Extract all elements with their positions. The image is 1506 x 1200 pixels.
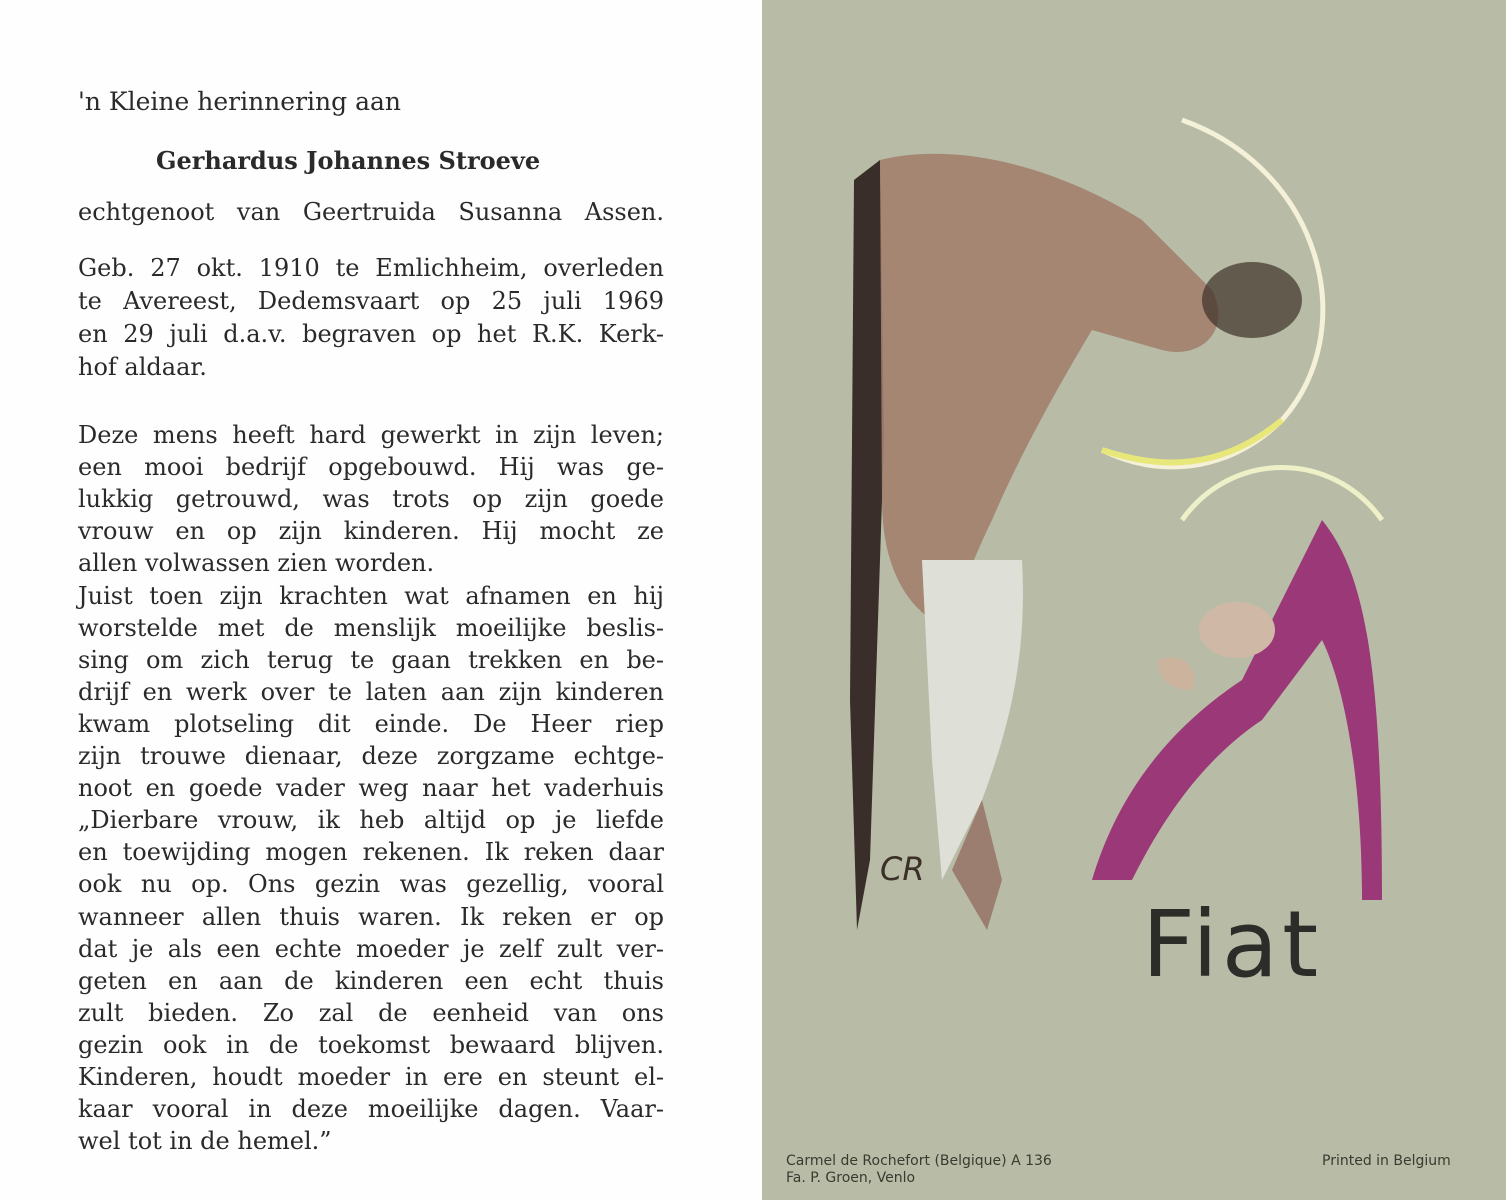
- text-line: Juist toen zijn krachten wat afnamen en hij: [78, 581, 664, 610]
- text-line: en toewijding mogen rekenen. Ik reken daar: [78, 838, 664, 867]
- printed-in-label: Printed in Belgium: [1322, 1153, 1451, 1169]
- text-line: een mooi bedrijf opgebouwd. Hij was ge-: [78, 453, 664, 482]
- text-line: kwam plotseling dit einde. De Heer riep: [78, 709, 664, 738]
- devotional-image: [762, 0, 1506, 1200]
- crown-of-thorns: [1202, 262, 1302, 338]
- text-line: wel tot in de hemel.”: [78, 1127, 332, 1156]
- text-line: worstelde met de menslijk moeilijke beslis-: [78, 613, 664, 642]
- intro-line: 'n Kleine herinnering aan: [78, 87, 401, 116]
- text-line: ook nu op. Ons gezin was gezellig, vooral: [78, 870, 664, 899]
- text-line: Deze mens heeft hard gewerkt in zijn leven;: [78, 421, 664, 449]
- text-line: wanneer allen thuis waren. Ik reken er op: [78, 902, 664, 931]
- text-line: zult bieden. Zo zal de eenheid van ons: [78, 998, 664, 1027]
- text-line: Kinderen, houdt moeder in ere en steunt el-: [78, 1063, 664, 1091]
- text-line: drijf en werk over te laten aan zijn kinderen: [78, 677, 664, 706]
- artist-signature: CR: [880, 850, 925, 888]
- mary-face: [1199, 602, 1275, 658]
- cross-beam: [850, 160, 884, 930]
- text-line: Geb. 27 okt. 1910 te Emlichheim, overleden: [78, 254, 664, 282]
- deceased-name: Gerhardus Johannes Stroeve: [156, 146, 541, 175]
- text-line: lukkig getrouwd, was trots op zijn goede: [78, 485, 664, 514]
- text-line: kaar vooral in deze moeilijke dagen. Vaar-: [78, 1095, 664, 1124]
- praying-hands: [1158, 657, 1195, 690]
- halo-glow: [1102, 420, 1282, 462]
- spouse-line: echtgenoot van Geertruida Susanna Assen.: [78, 198, 664, 226]
- text-line: gezin ook in de toekomst bewaard blijven.: [78, 1030, 664, 1059]
- text-line: „Dierbare vrouw, ik heb altijd op je liefde: [78, 806, 664, 835]
- printer-imprint: Fa. P. Groen, Venlo: [786, 1170, 916, 1186]
- crucifixion-illustration: [762, 0, 1506, 1200]
- text-line: en 29 juli d.a.v. begraven op het R.K. Kerk-: [78, 320, 664, 348]
- text-line: geten en aan de kinderen een echt thuis: [78, 966, 664, 995]
- halo-mary: [1182, 468, 1382, 521]
- text-line: hof aldaar.: [78, 353, 207, 381]
- christ-torso: [880, 154, 1218, 620]
- text-line: dat je als een echte moeder je zelf zult ver-: [78, 934, 664, 963]
- fiat-caption: Fiat: [1142, 891, 1323, 998]
- text-line: noot en goede vader weg naar het vaderhuis: [78, 774, 664, 803]
- text-line: vrouw en op zijn kinderen. Hij mocht ze: [78, 517, 664, 546]
- publisher-imprint: Carmel de Rochefort (Belgique) A 136: [786, 1153, 1052, 1169]
- text-line: te Avereest, Dedemsvaart op 25 juli 1969: [78, 287, 664, 315]
- mary-veil: [1092, 520, 1382, 900]
- text-line: sing om zich terug te gaan trekken en be-: [78, 645, 664, 674]
- text-line: zijn trouwe dienaar, deze zorgzame echtge-: [78, 742, 664, 770]
- text-line: allen volwassen zien worden.: [78, 549, 435, 578]
